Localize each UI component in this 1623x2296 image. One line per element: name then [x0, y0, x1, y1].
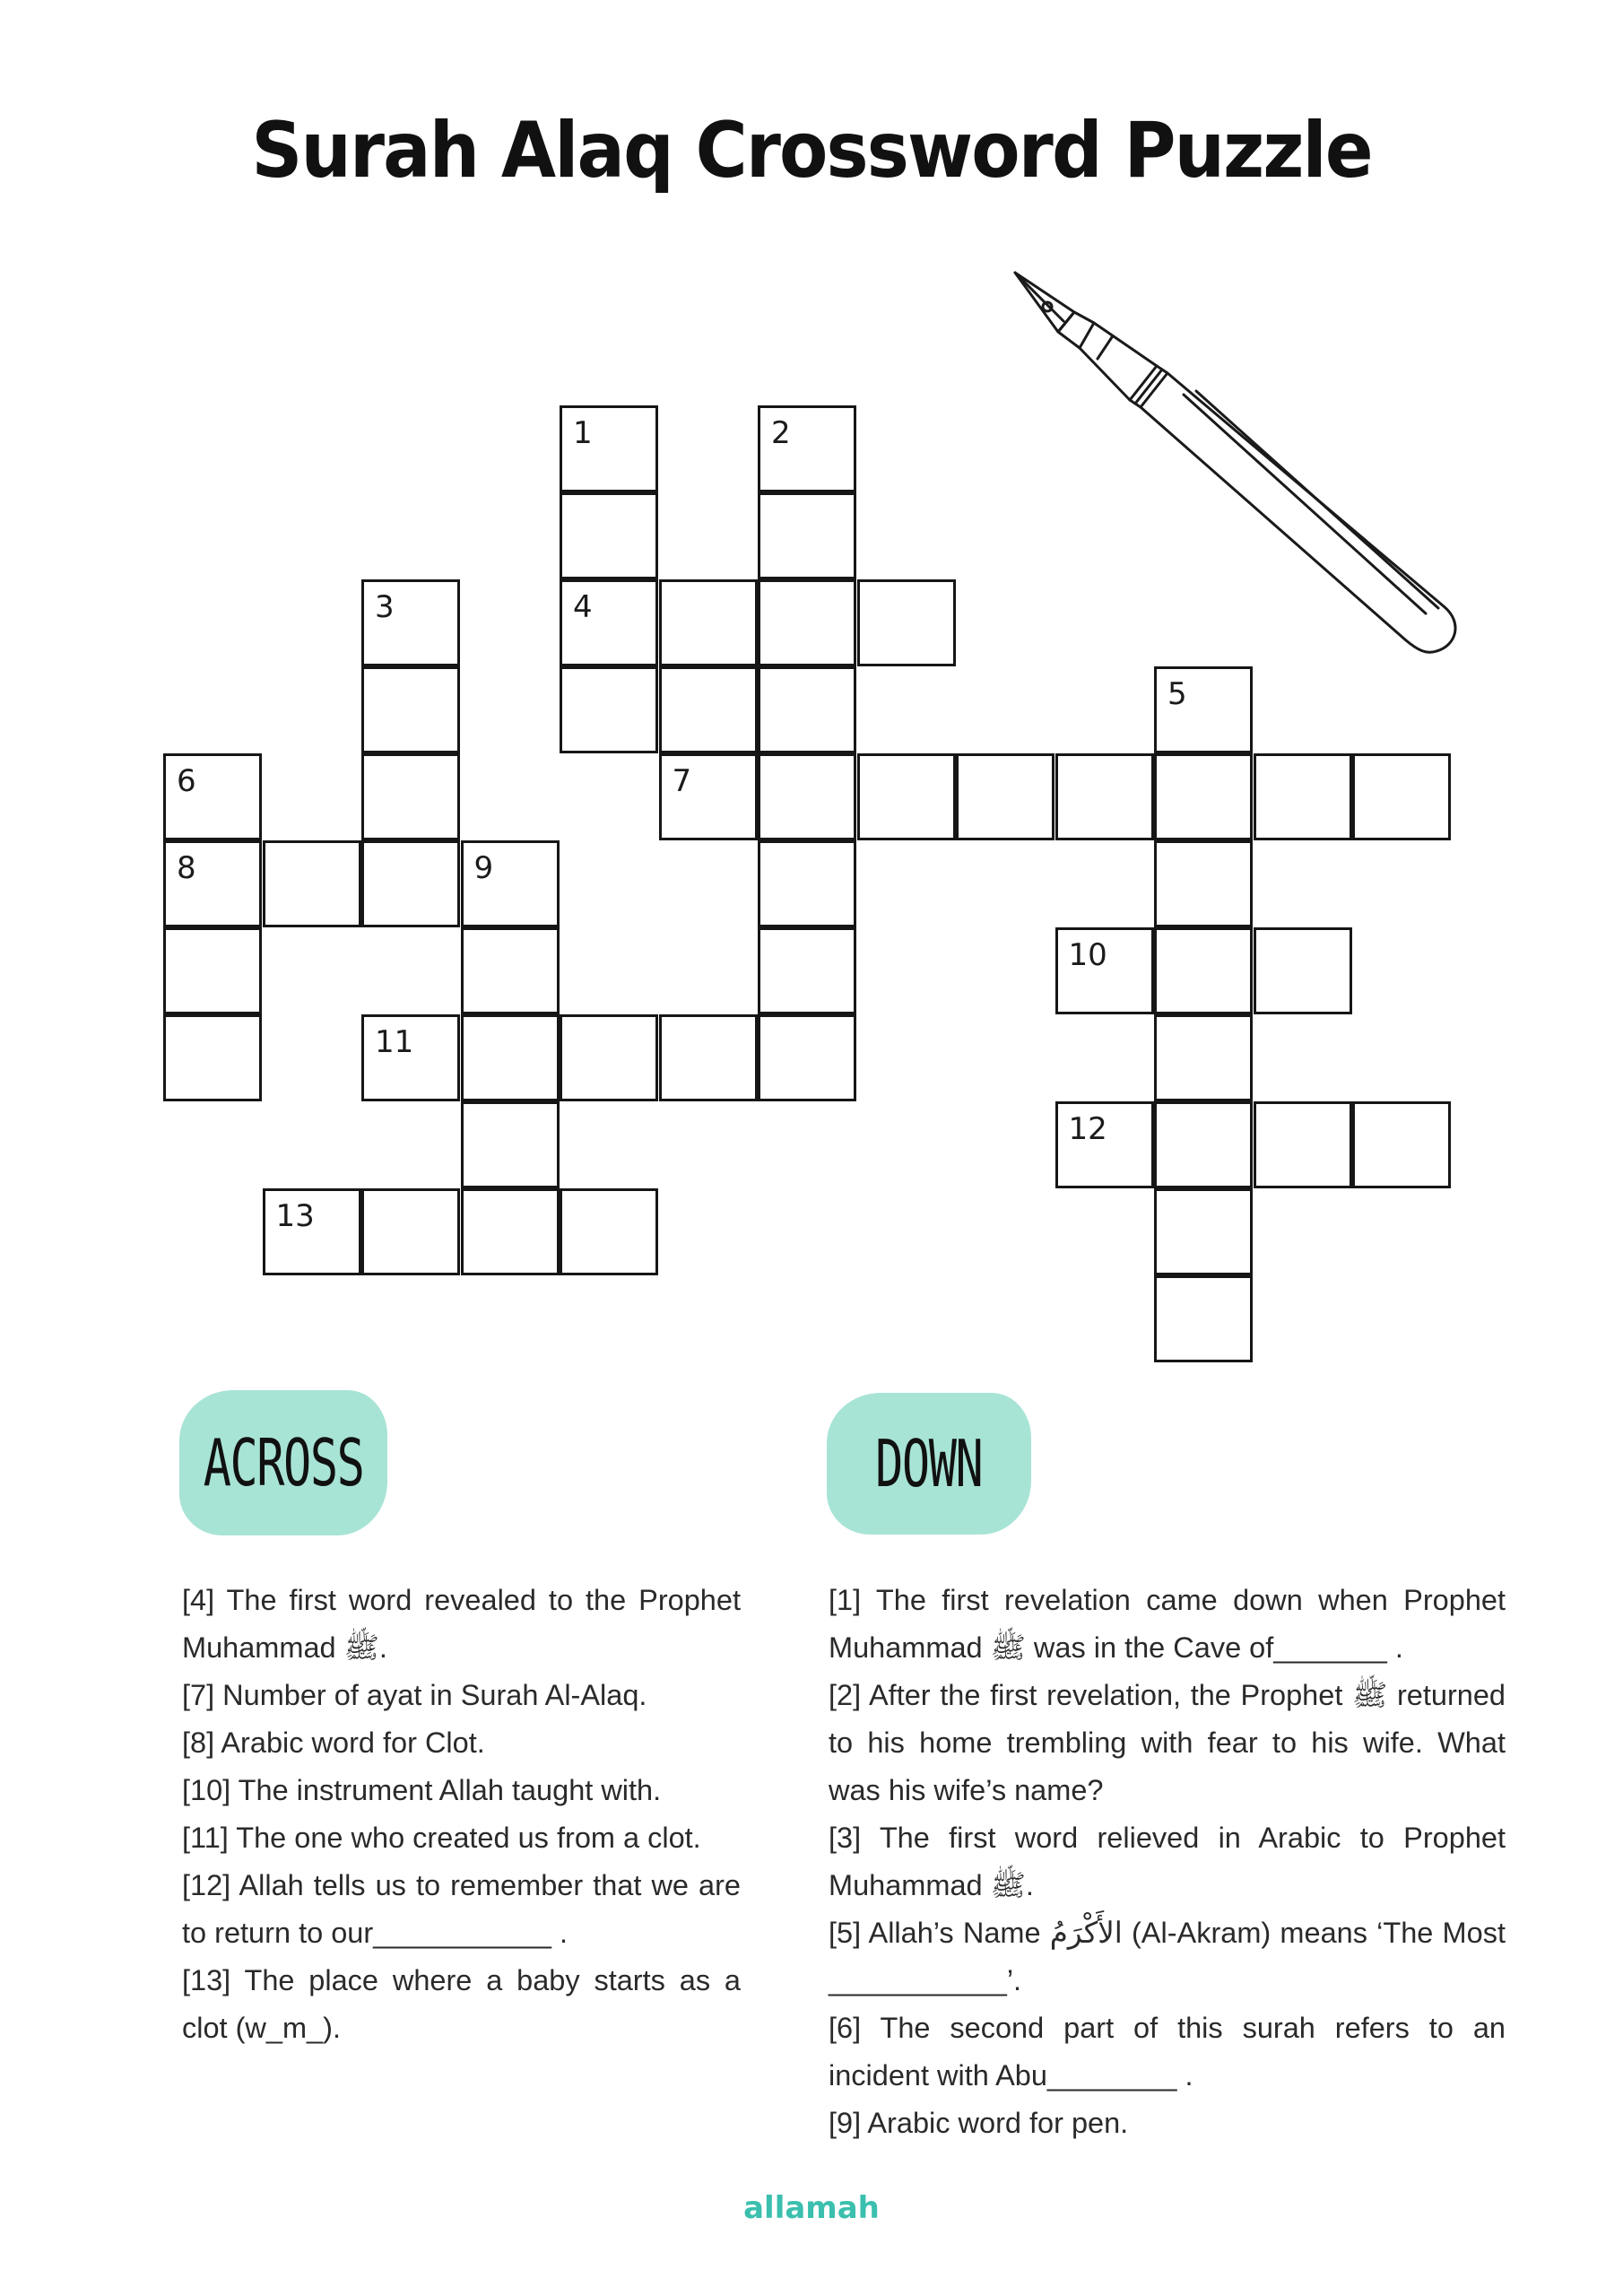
brand-logo: allamah — [743, 2190, 880, 2226]
grid-cell[interactable] — [361, 840, 460, 927]
grid-cell[interactable] — [758, 492, 856, 579]
clue-number: 8 — [177, 850, 196, 886]
clue-number: 1 — [573, 415, 593, 451]
clue-number: 6 — [177, 763, 196, 799]
grid-cell[interactable] — [758, 579, 856, 666]
across-clue: [4] The first word revealed to the Prophet Muhammad ﷺ. — [182, 1584, 741, 1664]
down-clue: [3] The first word relieved in Arabic to Prophet Muhammad ﷺ. — [829, 1822, 1506, 1901]
clue-number: 7 — [672, 763, 692, 799]
clue-number: 9 — [473, 850, 494, 886]
down-heading: DOWN — [875, 1426, 983, 1501]
grid-cell[interactable] — [1154, 753, 1253, 840]
grid-cell[interactable] — [1055, 927, 1154, 1014]
grid-cell[interactable] — [461, 840, 560, 927]
down-clue-list — [829, 1577, 1506, 2147]
grid-cell[interactable] — [758, 405, 856, 492]
grid-cell[interactable] — [560, 492, 658, 579]
grid-cell[interactable] — [1055, 753, 1154, 840]
down-clue: [1] The first revelation came down when Prophet Muhammad ﷺ was in the Cave of_______ . — [829, 1584, 1506, 1664]
grid-cell[interactable] — [956, 753, 1055, 840]
grid-cell[interactable] — [1154, 1275, 1253, 1362]
grid-cell[interactable] — [163, 1014, 262, 1101]
grid-cell[interactable] — [361, 579, 460, 666]
grid-cell[interactable] — [1154, 666, 1253, 753]
across-clue-list — [182, 1577, 741, 2052]
down-clue: [2] After the first revelation, the Prophet ﷺ returned to his home trembling with fear to his wife. What was his wife’s name? — [829, 1679, 1506, 1806]
grid-cell[interactable] — [461, 1188, 560, 1275]
across-clue: [12] Allah tells us to remember that we are to return to our___________ . — [182, 1869, 741, 1949]
grid-cell[interactable] — [758, 927, 856, 1014]
grid-cell[interactable] — [263, 840, 361, 927]
down-clue: [6] The second part of this surah refers to an incident with Abu________ . — [829, 2012, 1506, 2092]
grid-cell[interactable] — [1154, 1188, 1253, 1275]
grid-cell[interactable] — [1254, 753, 1352, 840]
across-heading: ACROSS — [203, 1425, 364, 1500]
grid-cell[interactable] — [1154, 1101, 1253, 1188]
grid-cell[interactable] — [1154, 1014, 1253, 1101]
grid-cell[interactable] — [163, 840, 262, 927]
grid-cell[interactable] — [758, 666, 856, 753]
grid-cell[interactable] — [758, 753, 856, 840]
grid-cell[interactable] — [1352, 753, 1451, 840]
across-clue: [7] Number of ayat in Surah Al-Alaq. — [182, 1679, 647, 1711]
grid-cell[interactable] — [1254, 1101, 1352, 1188]
grid-cell[interactable] — [560, 579, 658, 666]
grid-cell[interactable] — [163, 753, 262, 840]
across-clue: [8] Arabic word for Clot. — [182, 1726, 485, 1759]
grid-cell[interactable] — [560, 666, 658, 753]
grid-cell[interactable] — [857, 579, 956, 666]
across-heading-badge — [179, 1390, 387, 1535]
grid-cell[interactable] — [361, 753, 460, 840]
down-heading-badge — [827, 1393, 1031, 1535]
grid-cell[interactable] — [461, 1101, 560, 1188]
grid-cell[interactable] — [659, 1014, 758, 1101]
clue-number: 13 — [275, 1198, 315, 1234]
grid-cell[interactable] — [1254, 927, 1352, 1014]
page-title: Surah Alaq Crossword Puzzle — [251, 106, 1372, 196]
grid-cell[interactable] — [163, 927, 262, 1014]
grid-cell[interactable] — [758, 1014, 856, 1101]
grid-cell[interactable] — [1055, 1101, 1154, 1188]
down-clue: [5] Allah’s Name الأَكْرَمُ (Al-Akram) means ‘The Most ___________’. — [829, 1917, 1506, 1996]
across-clue: [13] The place where a baby starts as a clot (w_m_). — [182, 1964, 741, 2044]
grid-cell[interactable] — [361, 1188, 460, 1275]
grid-cell[interactable] — [361, 1014, 460, 1101]
clue-number: 12 — [1068, 1111, 1107, 1147]
clue-number: 3 — [375, 589, 395, 625]
clue-number: 5 — [1167, 676, 1187, 712]
grid-cell[interactable] — [263, 1188, 361, 1275]
grid-cell[interactable] — [659, 753, 758, 840]
grid-cell[interactable] — [659, 579, 758, 666]
across-clue: [11] The one who created us from a clot. — [182, 1822, 701, 1854]
clue-number: 11 — [375, 1024, 414, 1060]
across-clue: [10] The instrument Allah taught with. — [182, 1774, 662, 1806]
grid-cell[interactable] — [1352, 1101, 1451, 1188]
clue-number: 2 — [771, 415, 791, 451]
grid-cell[interactable] — [560, 1014, 658, 1101]
grid-cell[interactable] — [560, 405, 658, 492]
grid-cell[interactable] — [758, 840, 856, 927]
grid-cell[interactable] — [461, 1014, 560, 1101]
clue-number: 4 — [573, 589, 593, 625]
clue-number: 10 — [1068, 937, 1107, 973]
grid-cell[interactable] — [857, 753, 956, 840]
down-clue: [9] Arabic word for pen. — [829, 2107, 1129, 2139]
grid-cell[interactable] — [659, 666, 758, 753]
grid-cell[interactable] — [560, 1188, 658, 1275]
grid-cell[interactable] — [1154, 840, 1253, 927]
grid-cell[interactable] — [1154, 927, 1253, 1014]
grid-cell[interactable] — [361, 666, 460, 753]
grid-cell[interactable] — [461, 927, 560, 1014]
